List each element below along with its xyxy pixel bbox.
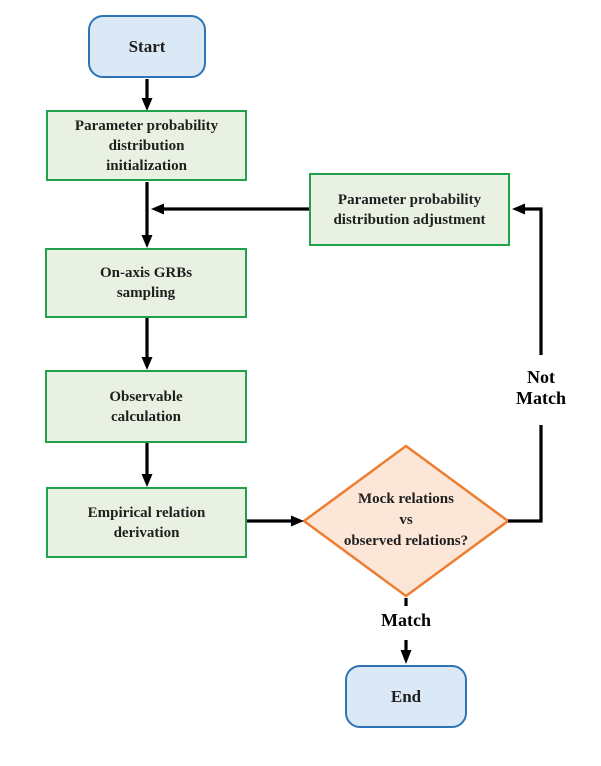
empirical-relation-line-2: derivation [113, 524, 180, 541]
not-match-label [493, 367, 589, 409]
start-node [88, 15, 206, 78]
edge-init-to-sampling-arrow [142, 182, 153, 248]
grb-sampling-line-1: On-axis GRBs [99, 265, 193, 281]
observable-calculation-line-1: Observable [109, 388, 183, 405]
decision-node-text [305, 489, 507, 552]
grb-sampling-node [45, 248, 247, 318]
parameter-init-line-3: initialization [106, 157, 187, 174]
end-node [345, 665, 467, 728]
parameter-adjust-line-2: distribution adjustment [333, 211, 486, 228]
edge-adjust-to-mainline-arrow [151, 204, 309, 215]
edge-sampling-to-observable-arrow [142, 318, 153, 370]
grb-sampling-line-2: sampling [116, 285, 176, 301]
parameter-adjust-line-1: Parameter probability [337, 191, 482, 208]
observable-calculation-node [45, 370, 247, 443]
not-match-label-line-2: Match [516, 388, 566, 408]
decision-line-2: vs [399, 512, 413, 528]
empirical-relation-line-1: Empirical relation [87, 504, 206, 521]
parameter-init-line-2: distribution [108, 137, 185, 154]
observable-calculation-line-2: calculation [111, 408, 181, 425]
start-node-label: Start [128, 36, 166, 56]
parameter-init-node [46, 110, 247, 181]
edge-empirical-to-decision-arrow [247, 516, 304, 527]
edge-start-to-init-arrow [142, 79, 153, 111]
parameter-adjust-node [309, 173, 510, 246]
edge-not-match-loop-arrow [508, 204, 541, 522]
not-match-label-line-1: Not [527, 367, 555, 387]
decision-line-3: observed relations? [343, 533, 469, 549]
edge-observable-to-empirical-arrow [142, 443, 153, 487]
empirical-relation-node [46, 487, 247, 558]
decision-line-1: Mock relations [358, 491, 454, 507]
edge-match-to-end-arrow [401, 598, 412, 664]
end-node-label: End [390, 686, 422, 706]
match-label [355, 610, 457, 631]
parameter-init-line-1: Parameter probability [74, 117, 219, 134]
match-label-text: Match [381, 610, 431, 630]
